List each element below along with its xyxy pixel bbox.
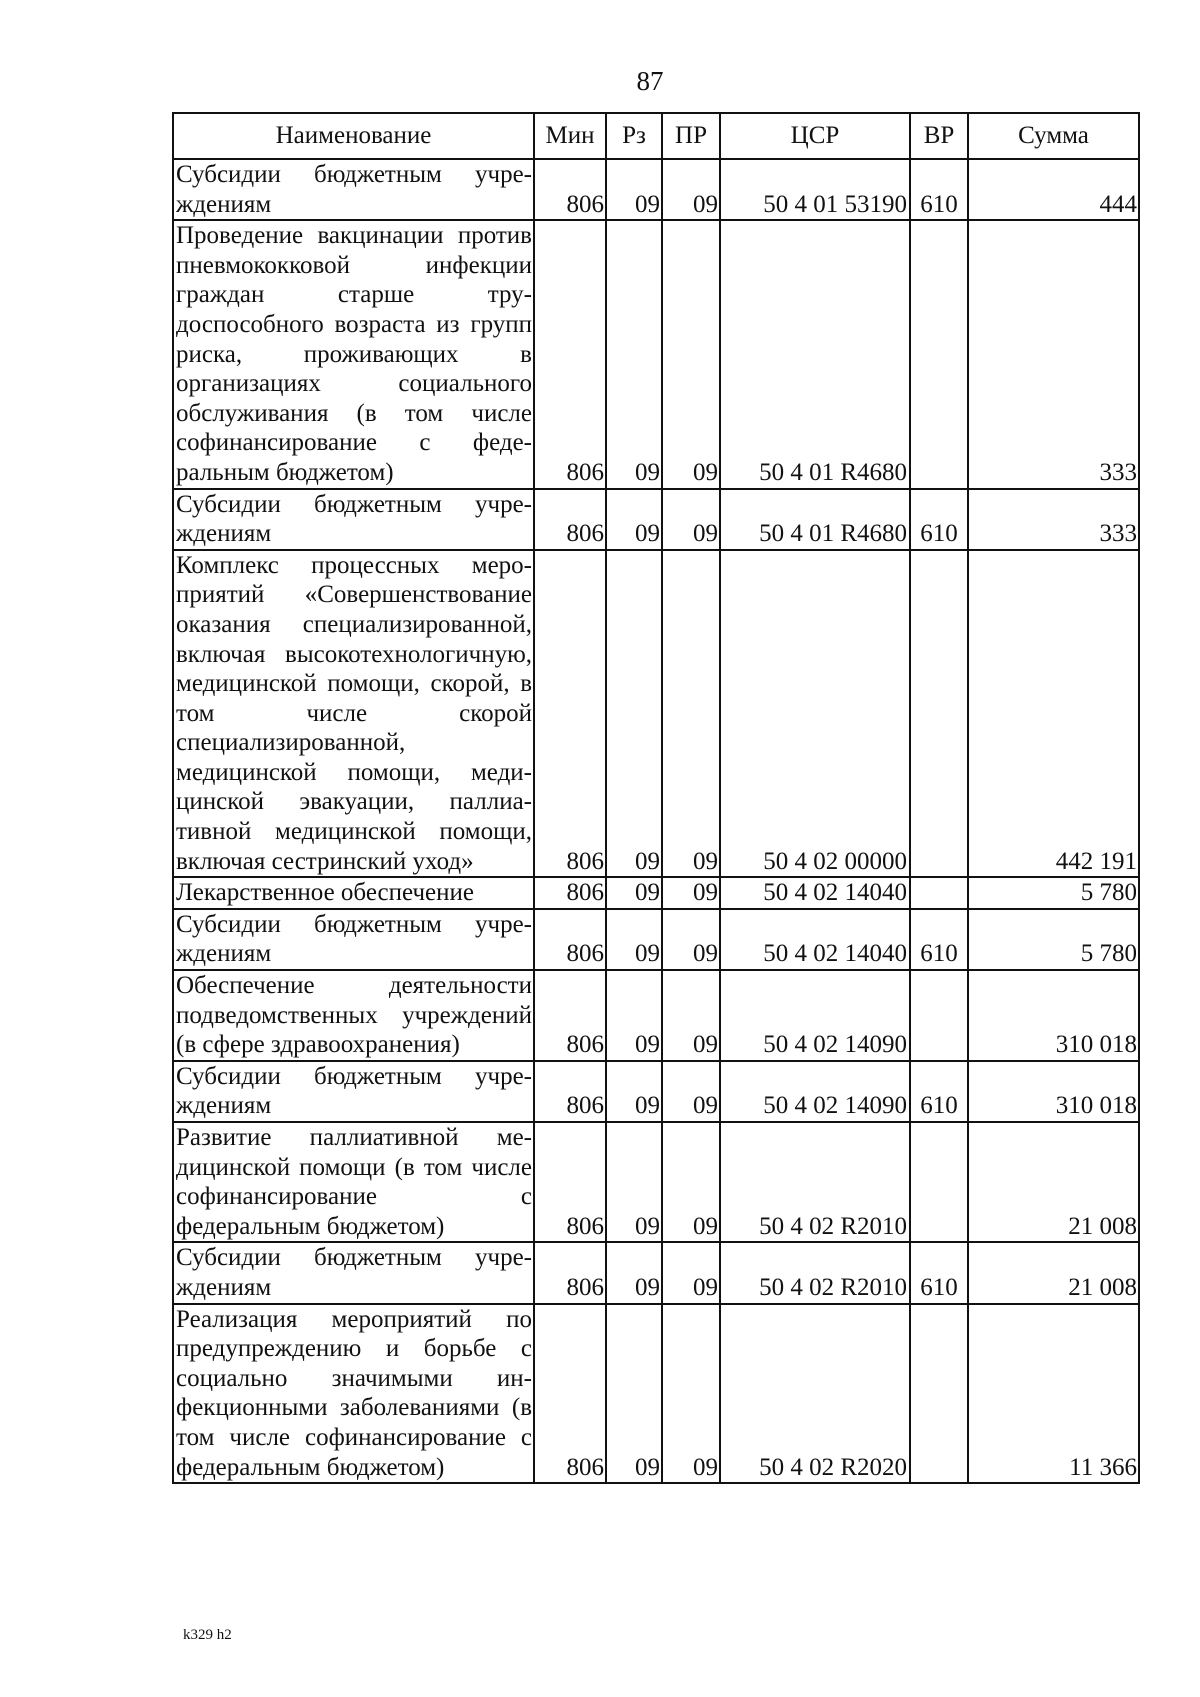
- row-rz: 09: [606, 970, 662, 1061]
- row-sum: 310 018: [968, 970, 1139, 1061]
- row-rz: 09: [606, 1122, 662, 1242]
- row-rz: 09: [606, 159, 662, 220]
- row-name: Развитие паллиативной медицинской помощи (в том числе софинансирование с федеральным бюджетом): [173, 1122, 534, 1242]
- row-vr: 610: [910, 489, 968, 550]
- row-name: Субсидии бюджетным учреждениям: [173, 909, 534, 970]
- row-rz: 09: [606, 877, 662, 909]
- header-row: [173, 113, 1139, 159]
- row-csr: 50 4 01 R4680: [720, 220, 910, 488]
- row-sum: 310 018: [968, 1061, 1139, 1122]
- row-pr: 09: [662, 877, 720, 909]
- table-row: [173, 1242, 1139, 1303]
- row-sum: 21 008: [968, 1122, 1139, 1242]
- row-rz: 09: [606, 1242, 662, 1303]
- row-csr: 50 4 02 R2010: [720, 1122, 910, 1242]
- table-header: [173, 113, 1139, 159]
- row-name: Обеспечение деятельности подведомственных учреждений (в сфере здравоохранения): [173, 970, 534, 1061]
- row-rz: 09: [606, 220, 662, 488]
- row-vr: [910, 550, 968, 878]
- row-min: 806: [534, 1122, 606, 1242]
- table-row: [173, 1061, 1139, 1122]
- row-pr: 09: [662, 1122, 720, 1242]
- row-pr: 09: [662, 1242, 720, 1303]
- table-row: [173, 1304, 1139, 1484]
- row-pr: 09: [662, 1304, 720, 1484]
- row-min: 806: [534, 489, 606, 550]
- row-sum: 333: [968, 489, 1139, 550]
- row-vr: [910, 877, 968, 909]
- row-vr: 610: [910, 159, 968, 220]
- row-csr: 50 4 01 R4680: [720, 489, 910, 550]
- row-csr: 50 4 01 53190: [720, 159, 910, 220]
- table-body: [173, 159, 1139, 1483]
- row-name: Субсидии бюджетным учреждениям: [173, 1242, 534, 1303]
- row-csr: 50 4 02 14090: [720, 970, 910, 1061]
- row-min: 806: [534, 550, 606, 878]
- table-row: [173, 220, 1139, 488]
- row-min: 806: [534, 1242, 606, 1303]
- row-name: Комплекс процессных мероприятий «Совершенствование оказания специализированной, включая высокотехнологичную, медицинской помощи, скорой, в том числе скорой специализированной, медицинской помощи, медицинской эвакуации, паллиативной медицинской помощи, включая сестринский уход»: [173, 550, 534, 878]
- row-vr: [910, 220, 968, 488]
- row-min: 806: [534, 1061, 606, 1122]
- table-row: [173, 970, 1139, 1061]
- footer-code: k329 h2: [183, 1627, 232, 1643]
- row-vr: 610: [910, 909, 968, 970]
- table-row: [173, 877, 1139, 909]
- header-rz: Рз: [606, 113, 662, 159]
- row-pr: 09: [662, 159, 720, 220]
- row-rz: 09: [606, 550, 662, 878]
- row-rz: 09: [606, 489, 662, 550]
- row-name: Проведение вакцинации против пневмококковой инфекции граждан старше трудоспособного возраста из групп риска, проживающих в организациях социального обслуживания (в том числе софинансирование с федеральным бюджетом): [173, 220, 534, 488]
- row-sum: 5 780: [968, 909, 1139, 970]
- row-name: Субсидии бюджетным учреждениям: [173, 489, 534, 550]
- row-sum: 5 780: [968, 877, 1139, 909]
- row-csr: 50 4 02 14040: [720, 909, 910, 970]
- row-csr: 50 4 02 14040: [720, 877, 910, 909]
- header-min: Мин: [534, 113, 606, 159]
- row-pr: 09: [662, 550, 720, 878]
- row-csr: 50 4 02 14090: [720, 1061, 910, 1122]
- row-vr: [910, 1122, 968, 1242]
- table-row: [173, 550, 1139, 878]
- row-sum: 444: [968, 159, 1139, 220]
- row-vr: [910, 970, 968, 1061]
- row-vr: 610: [910, 1061, 968, 1122]
- row-pr: 09: [662, 1061, 720, 1122]
- row-pr: 09: [662, 909, 720, 970]
- row-name: Субсидии бюджетным учреждениям: [173, 159, 534, 220]
- row-rz: 09: [606, 909, 662, 970]
- row-pr: 09: [662, 220, 720, 488]
- row-min: 806: [534, 220, 606, 488]
- row-min: 806: [534, 970, 606, 1061]
- table-row: [173, 1122, 1139, 1242]
- table-row: [173, 489, 1139, 550]
- row-csr: 50 4 02 R2010: [720, 1242, 910, 1303]
- row-name: Лекарственное обеспечение: [173, 877, 534, 909]
- budget-table: [172, 112, 1140, 1484]
- table-row: [173, 909, 1139, 970]
- row-vr: [910, 1304, 968, 1484]
- row-rz: 09: [606, 1304, 662, 1484]
- header-pr: ПР: [662, 113, 720, 159]
- row-rz: 09: [606, 1061, 662, 1122]
- row-name: Субсидии бюджетным учреждениям: [173, 1061, 534, 1122]
- header-vr: ВР: [910, 113, 968, 159]
- row-min: 806: [534, 877, 606, 909]
- row-min: 806: [534, 909, 606, 970]
- row-csr: 50 4 02 00000: [720, 550, 910, 878]
- row-sum: 442 191: [968, 550, 1139, 878]
- row-min: 806: [534, 1304, 606, 1484]
- row-name: Реализация мероприятий по предупреждению и борьбе с социально значимыми инфекционными заболеваниями (в том числе софинансирование с федеральным бюджетом): [173, 1304, 534, 1484]
- row-pr: 09: [662, 970, 720, 1061]
- row-min: 806: [534, 159, 606, 220]
- table-row: [173, 159, 1139, 220]
- page-number: 87: [636, 66, 664, 96]
- row-csr: 50 4 02 R2020: [720, 1304, 910, 1484]
- row-pr: 09: [662, 489, 720, 550]
- header-csr: ЦСР: [720, 113, 910, 159]
- header-name: Наименование: [173, 113, 534, 159]
- row-sum: 333: [968, 220, 1139, 488]
- row-sum: 11 366: [968, 1304, 1139, 1484]
- row-vr: 610: [910, 1242, 968, 1303]
- row-sum: 21 008: [968, 1242, 1139, 1303]
- header-sum: Сумма: [968, 113, 1139, 159]
